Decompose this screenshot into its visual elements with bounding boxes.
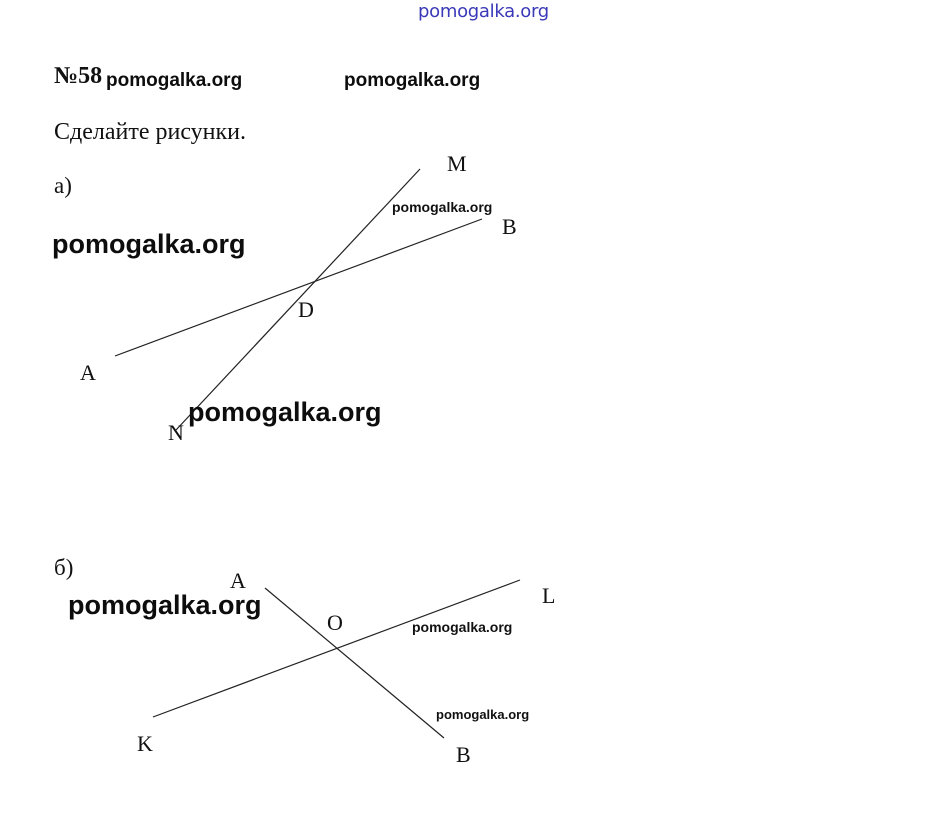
watermark: pomogalka.org <box>68 590 262 620</box>
point-label-l: L <box>542 583 556 608</box>
problem-number: №58 <box>54 63 103 89</box>
watermark: pomogalka.org <box>344 70 481 91</box>
watermark: pomogalka.org <box>412 619 513 635</box>
point-label-d: D <box>298 297 314 322</box>
point-label-k: K <box>137 731 153 756</box>
watermark: pomogalka.org <box>52 229 246 259</box>
part-label-b: б) <box>54 555 74 580</box>
point-label-a: A <box>80 360 96 385</box>
point-label-n: N <box>168 420 184 445</box>
point-label-a: A <box>230 568 246 593</box>
line-ab-b <box>265 588 444 738</box>
part-label-a: а) <box>54 173 72 198</box>
problem-instruction: Сделайте рисунки. <box>54 119 247 145</box>
point-label-b: B <box>502 214 517 239</box>
point-label-m: M <box>447 151 467 176</box>
watermark: pomogalka.org <box>436 707 530 722</box>
point-label-o: O <box>327 610 343 635</box>
watermark: pomogalka.org <box>392 199 493 215</box>
watermark: pomogalka.org <box>188 397 382 427</box>
site-header-link[interactable]: pomogalka.org <box>418 1 549 22</box>
watermark: pomogalka.org <box>106 70 243 91</box>
point-label-b: B <box>456 742 471 767</box>
